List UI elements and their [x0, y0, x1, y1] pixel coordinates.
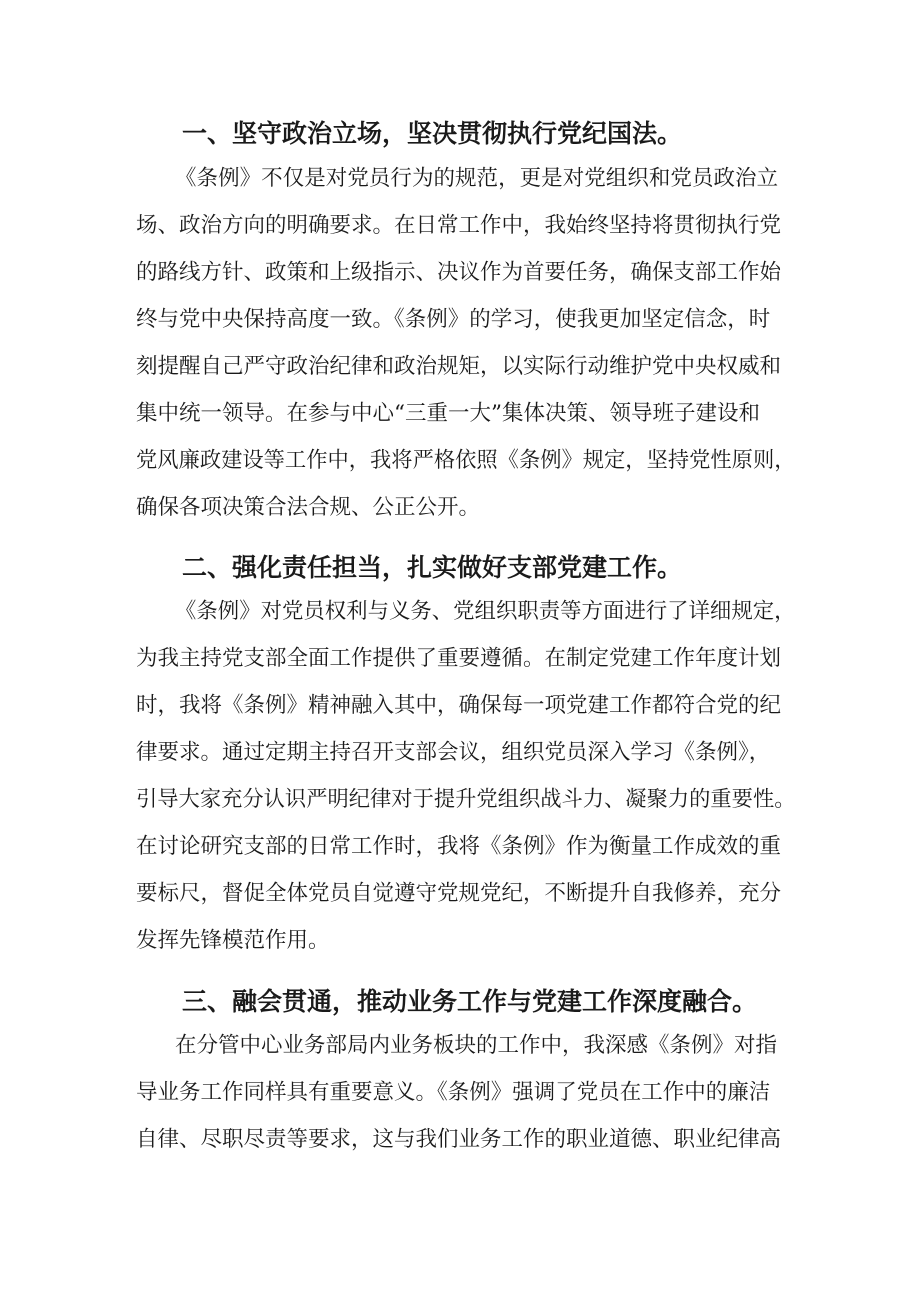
section-2-heading: 二、强化责任担当，扎实做好支部党建工作。	[182, 553, 683, 582]
paragraph-line: 《条例》不仅是对党员行为的规范，更是对党组织和党员政治立	[175, 166, 779, 191]
paragraph-line: 自律、尽职尽责等要求，这与我们业务工作的职业道德、职业纪律高	[136, 1127, 782, 1152]
paragraph-line: 为我主持党支部全面工作提供了重要遵循。在制定党建工作年度计划	[136, 646, 782, 671]
paragraph-line: 集中统一领导。在参与中心“三重一大”集体决策、领导班子建设和	[136, 401, 760, 426]
paragraph-line: 场、政治方向的明确要求。在日常工作中，我始终坚持将贯彻执行党	[136, 213, 782, 238]
paragraph-line: 在分管中心业务部局内业务板块的工作中，我深感《条例》对指	[175, 1033, 778, 1058]
paragraph-line: 《条例》对党员权利与义务、党组织职责等方面进行了详细规定，	[175, 599, 796, 624]
paragraph-line: 在讨论研究支部的日常工作时，我将《条例》作为衡量工作成效的重	[136, 834, 782, 859]
paragraph-line: 党风廉政建设等工作中，我将严格依照《条例》规定，坚持党性原则，	[136, 448, 796, 473]
paragraph-line: 要标尺，督促全体党员自觉遵守党规党纪，不断提升自我修养，充分	[136, 881, 782, 906]
paragraph-line: 的路线方针、政策和上级指示、决议作为首要任务，确保支部工作始	[136, 260, 782, 285]
paragraph-line: 终与党中央保持高度一致。《条例》的学习，使我更加坚定信念，时	[136, 307, 771, 332]
paragraph-line: 刻提醒自己严守政治纪律和政治规矩，以实际行动维护党中央权威和	[136, 354, 782, 379]
paragraph-line: 发挥先锋模范作用。	[136, 928, 330, 953]
paragraph-line: 律要求。通过定期主持召开支部会议，组织党员深入学习《条例》，	[136, 740, 771, 765]
paragraph-line: 确保各项决策合法合规、公正公开。	[136, 495, 481, 520]
paragraph-line: 导业务工作同样具有重要意义。《条例》强调了党员在工作中的廉洁	[136, 1080, 771, 1105]
section-1-heading: 一、坚守政治立场，坚决贯彻执行党纪国法。	[182, 119, 683, 148]
paragraph-line: 引导大家充分认识严明纪律对于提升党组织战斗力、凝聚力的重要性。	[136, 787, 796, 812]
paragraph-line: 时，我将《条例》精神融入其中，确保每一项党建工作都符合党的纪	[136, 693, 782, 718]
section-3-heading: 三、融会贯通，推动业务工作与党建工作深度融合。	[182, 987, 758, 1016]
